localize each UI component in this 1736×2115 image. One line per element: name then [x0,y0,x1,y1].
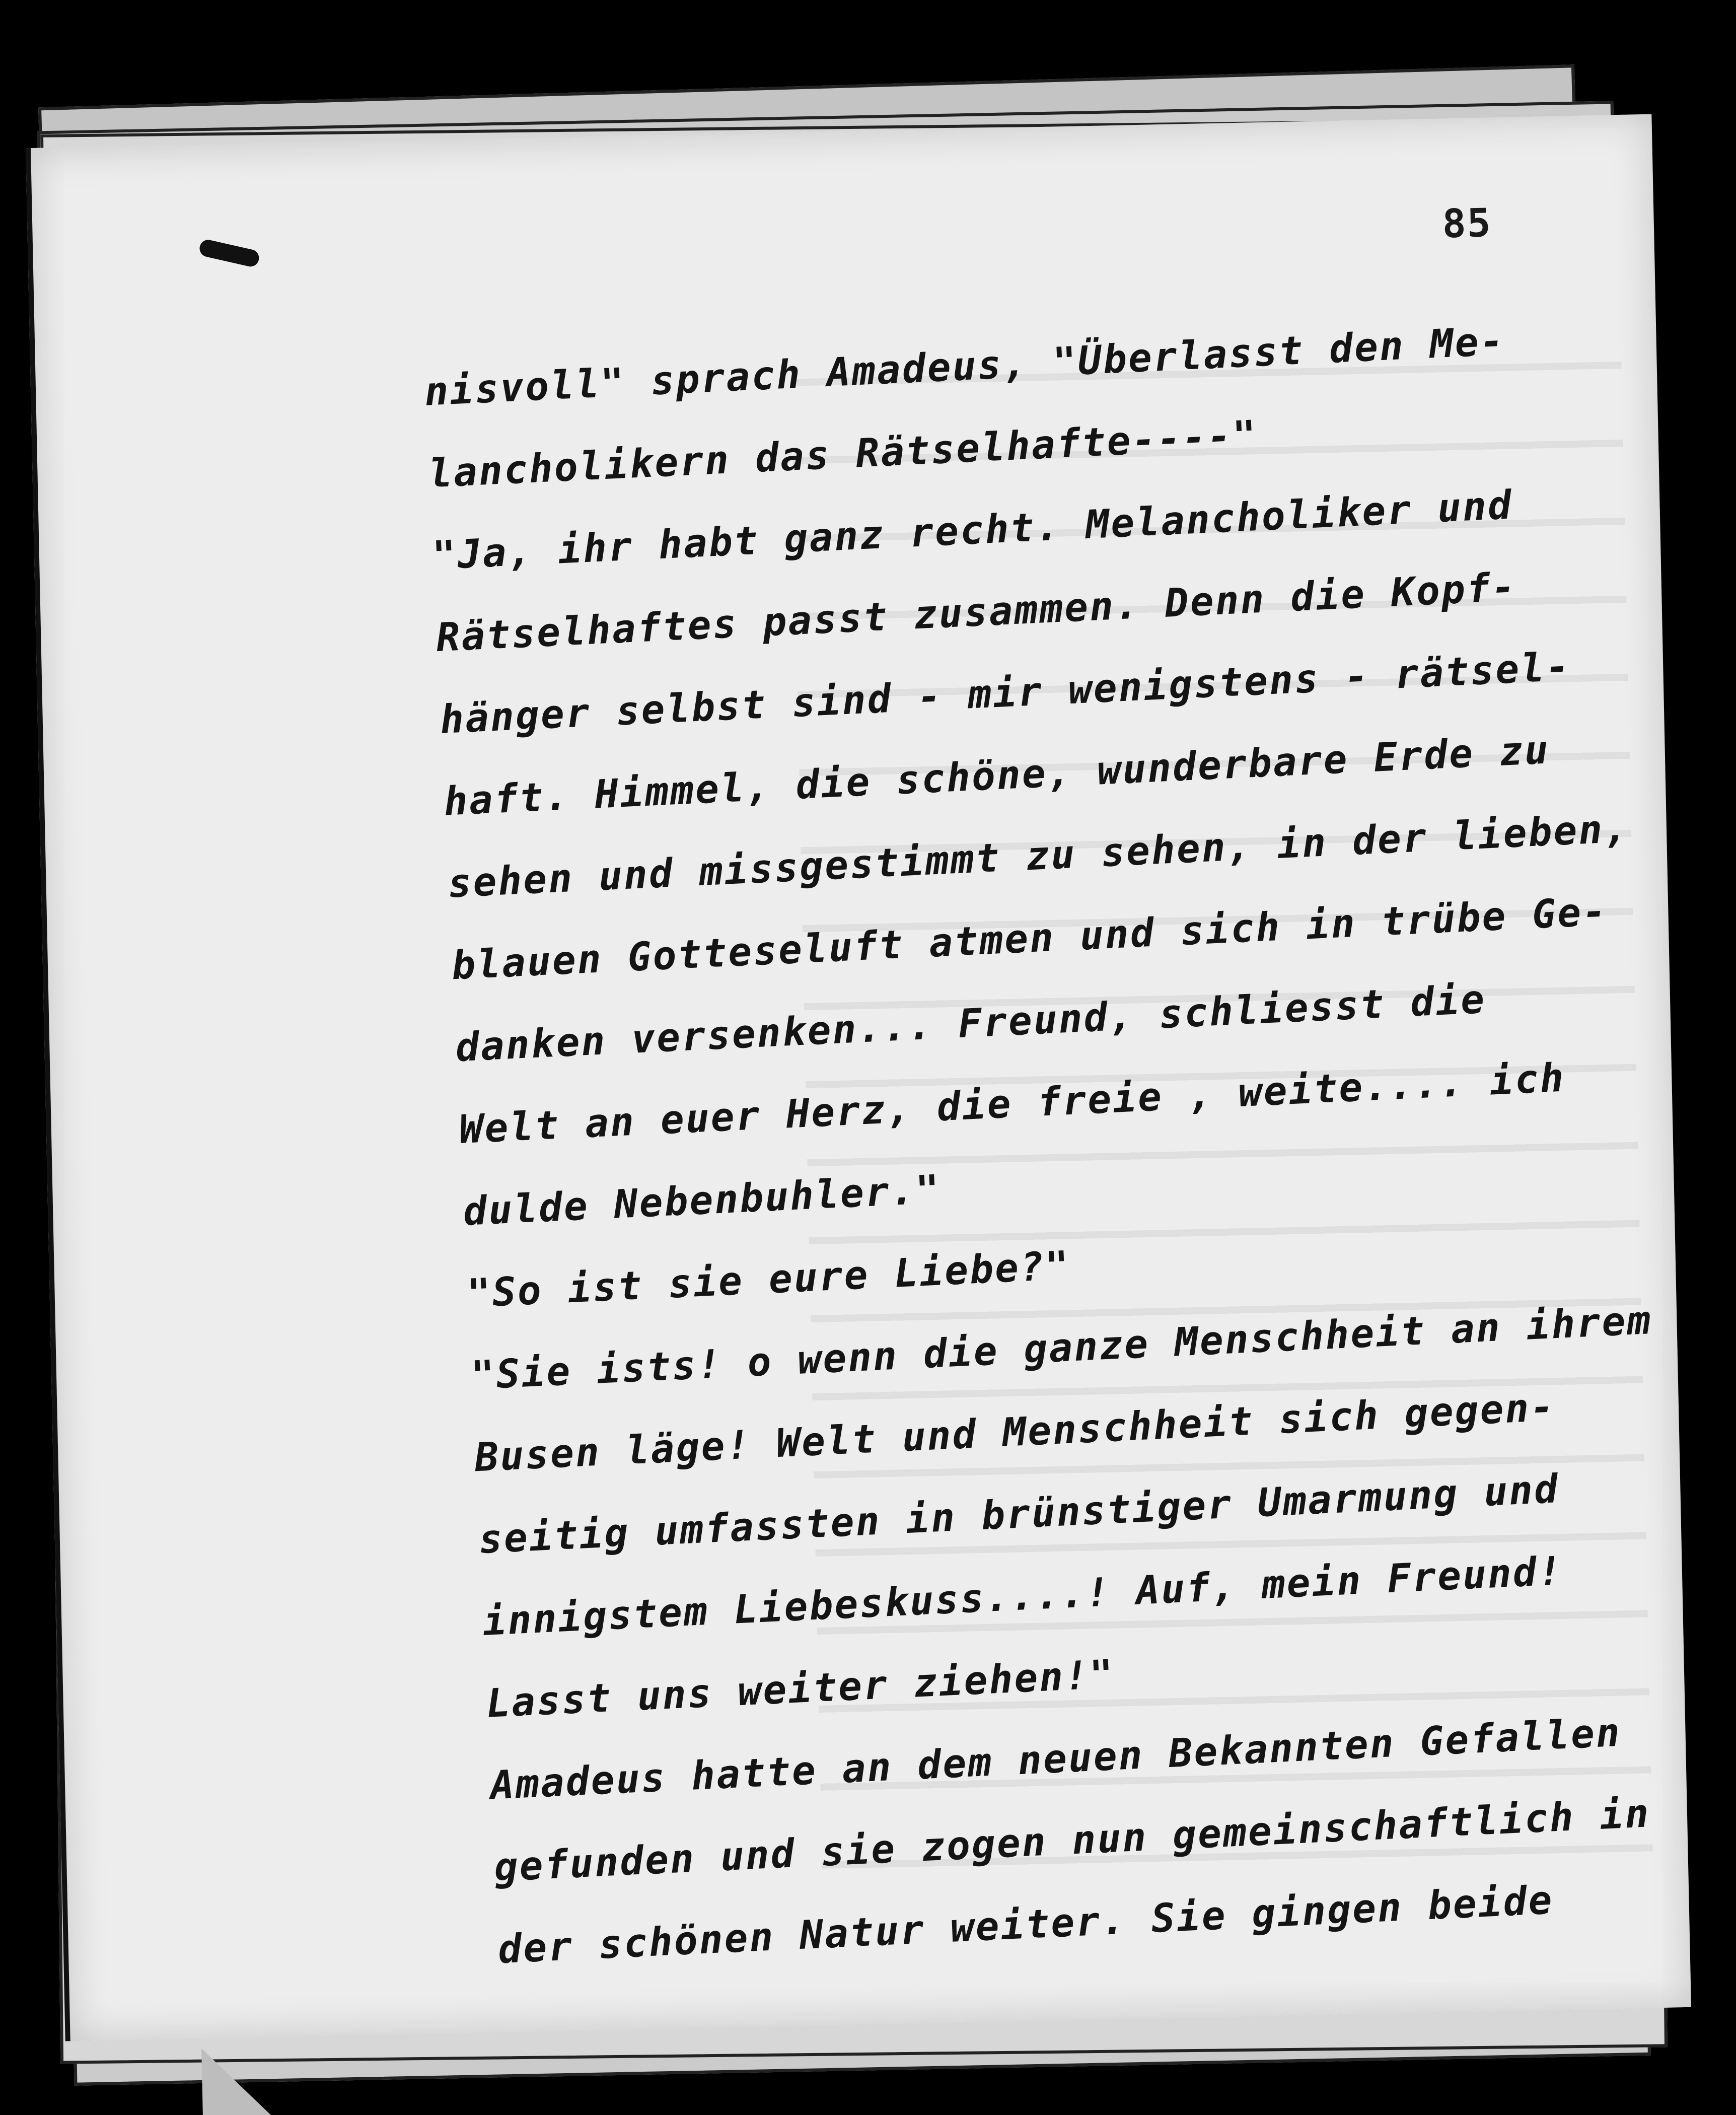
text-line: blauen Gotteseluft atmen und sich in trübe Ge- [451,889,1609,989]
typewritten-text [423,294,1722,1991]
text-line: haft. Himmel, die schöne, wunderbare Erde zu [443,727,1551,825]
text-line: Busen läge! Welt und Menschheit sich gegen- [474,1384,1557,1481]
text-line: danken versenken... Freund, schliesst die [454,976,1487,1071]
text-line: lancholikern das Rätselhafte----" [427,412,1259,497]
text-line: Lasst uns weiter ziehen!" [485,1652,1116,1727]
typewritten-page [26,114,1691,2041]
ink-mark [198,238,261,268]
text-line: "Ja, ihr habt ganz recht. Melancholiker und [431,482,1514,579]
page-number: 85 [1441,200,1492,247]
folded-corner [201,2047,294,2115]
text-line: Amadeus hatte an dem neuen Bekannten Gefallen [489,1710,1622,1809]
text-line: "Sie ists! o wenn die ganze Menschheit an ihrem [470,1297,1653,1399]
text-line: Welt an euer Herz, die freie , weite.... ich [458,1055,1566,1153]
text-line: dulde Nebenbuhler." [462,1167,942,1235]
text-line: gefunden und sie zogen nun gemeinschaftlich in [493,1791,1651,1891]
text-line: hänger selbst sind - mir wenigstens - rätsel- [439,644,1572,743]
text-line: der schönen Natur weiter. Sie gingen beide [497,1877,1555,1973]
text-line: nisvoll" sprach Amadeus, "Überlasst den Me- [423,318,1506,415]
text-line: sehen und missgestimmt zu sehen, in der lieben, [447,806,1630,907]
text-line: Rätselhaftes passt zusammen. Denn die Kopf- [435,565,1518,661]
text-line: seitig umfassten in brünstiger Umarmung und [477,1466,1560,1563]
text-line: innigstem Liebeskuss....! Auf, mein Freund! [481,1548,1564,1645]
text-line: "So ist sie eure Liebe?" [466,1243,1071,1317]
